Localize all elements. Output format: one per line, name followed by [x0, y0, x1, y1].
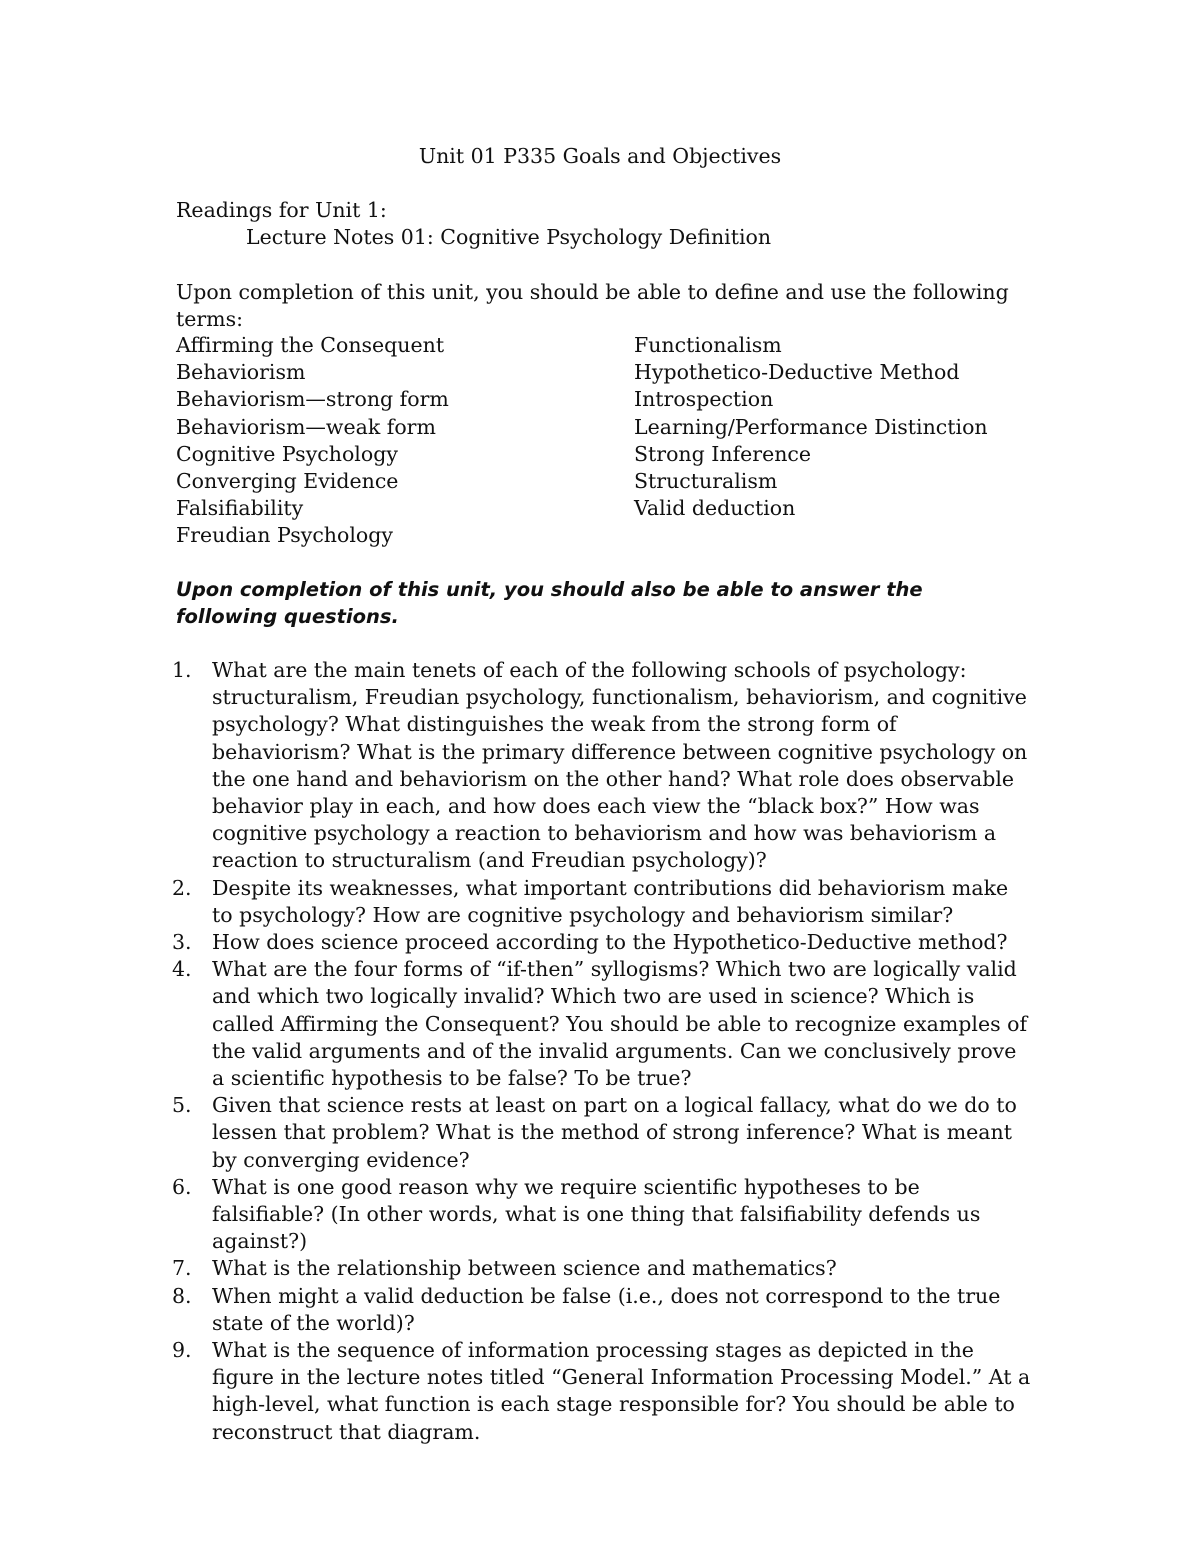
question-number: 6. [172, 1174, 192, 1199]
question-number: 7. [172, 1256, 192, 1281]
terms-column-right [634, 332, 1054, 522]
questions-list [172, 657, 1032, 1446]
question-text: Despite its weaknesses, what important contributions did behaviorism make to psychology? How are cognitive psychology and behaviorism similar? [212, 875, 1009, 927]
question-number: 9. [172, 1338, 192, 1363]
term: Falsifiability [176, 496, 304, 521]
question-item [172, 1174, 1032, 1256]
terms-intro: Upon completion of this unit, you should be able to define and use the following terms: [176, 280, 1009, 332]
term: Affirming the Consequent [176, 333, 445, 357]
question-number: 1. [172, 658, 192, 682]
document-title: Unit 01 P335 Goals and Objectives [418, 144, 782, 168]
term: Learning/Performance Distinction [634, 414, 988, 439]
question-text: How does science proceed according to the Hypothetico-Deductive method? [212, 930, 1008, 955]
term: Strong Inference [634, 441, 812, 466]
term: Behaviorism—weak form [176, 414, 436, 439]
question-text: What are the four forms of “if-then” syllogisms? Which two are logically valid and which two logically invalid? Which two are used in science? Which is called Affirming the Consequent? You should be able to recognize examples of the valid arguments and of the invalid arguments. Can we conclusively prove a scientific hypothesis to be false? To be true? [212, 957, 1028, 1091]
question-text: What are the main tenets of each of the following schools of psychology: structuralism, Freudian psychology, functionalism, behaviorism, and cognitive psychology? What distinguishes the weak from the strong form of behaviorism? What is the primary difference between cognitive psychology on the one hand and behaviorism on the other hand? What role does observable behavior play in each, and how does each view the “black box?” How was cognitive psychology a reaction to behaviorism and how was behaviorism a reaction to structuralism (and Freudian psychology)? [212, 658, 1028, 873]
question-number: 5. [172, 1093, 192, 1118]
question-number: 4. [172, 957, 192, 982]
question-item [172, 657, 1032, 875]
question-item [172, 1255, 1032, 1282]
question-number: 3. [172, 930, 192, 955]
term: Functionalism [634, 333, 782, 357]
question-text: What is one good reason why we require scientific hypotheses to be falsifiable? (In other words, what is one thing that falsifiability defends us against?) [212, 1174, 981, 1254]
term: Introspection [634, 387, 774, 412]
question-item [172, 875, 1032, 929]
question-text: When might a valid deduction be false (i.e., does not correspond to the true state of the world)? [212, 1283, 1001, 1335]
term: Freudian Psychology [176, 523, 393, 548]
question-item [172, 1092, 1032, 1174]
term: Behaviorism—strong form [176, 387, 449, 412]
readings-item: Lecture Notes 01: Cognitive Psychology Definition [246, 225, 772, 250]
term: Hypothetico-Deductive Method [634, 360, 960, 385]
term: Valid deduction [634, 496, 796, 521]
readings-section [176, 197, 1036, 251]
question-item [172, 1337, 1032, 1446]
question-text: What is the relationship between science and mathematics? [212, 1256, 837, 1281]
question-number: 2. [172, 875, 192, 900]
term: Structuralism [634, 469, 778, 494]
question-text: Given that science rests at least on part on a logical fallacy, what do we do to lessen that problem? What is the method of strong inference? What is meant by converging evidence? [212, 1093, 1017, 1172]
question-item [172, 956, 1032, 1092]
question-item [172, 1283, 1032, 1337]
question-number: 8. [172, 1283, 192, 1308]
term: Behaviorism [176, 360, 306, 385]
term: Converging Evidence [176, 469, 399, 494]
questions-heading: Upon completion of this unit, you should also be able to answer the following questions. [176, 578, 923, 629]
terms-column-left [176, 332, 616, 550]
readings-heading: Readings for Unit 1: [176, 198, 387, 222]
question-item [172, 929, 1032, 956]
term: Cognitive Psychology [176, 441, 398, 466]
question-text: What is the sequence of information processing stages as depicted in the figure in the lecture notes titled “General Information Processing Model.” At a high-level, what function is each stage responsible for? You should be able to reconstruct that diagram. [212, 1338, 1031, 1444]
